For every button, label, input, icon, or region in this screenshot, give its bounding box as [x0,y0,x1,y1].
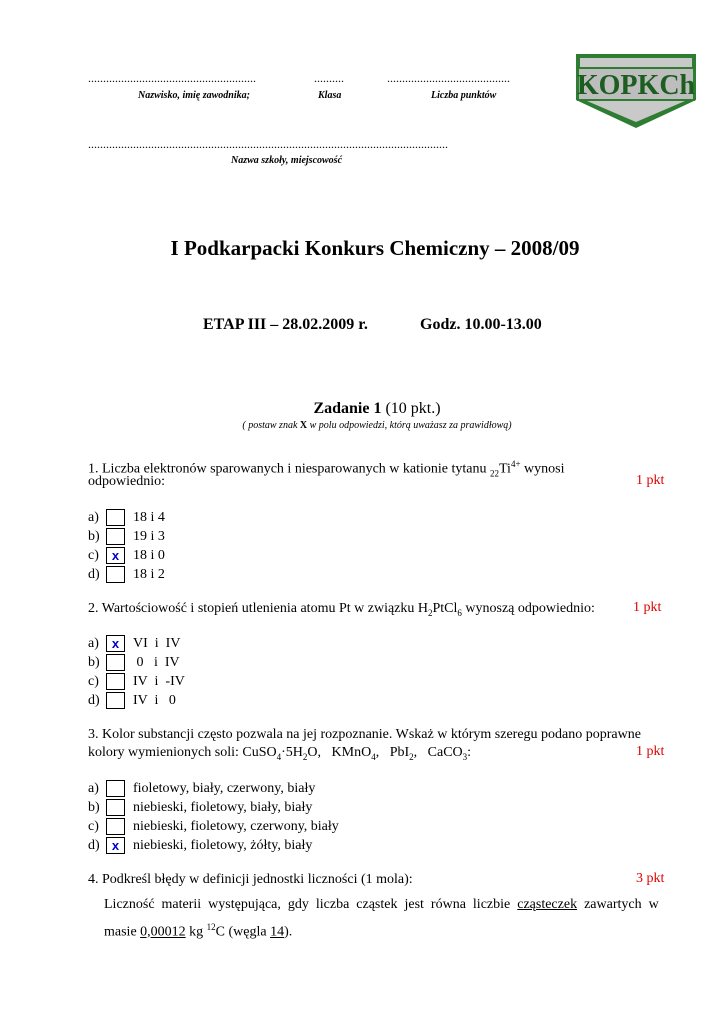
q2-checkbox-b[interactable] [106,654,125,671]
q1-text-cont: odpowiednio: [88,474,165,489]
q3-checkbox-c[interactable] [106,818,125,835]
q2-option-b: b) 0 i IV [88,654,180,670]
q4-definition-line1: Liczność materii występująca, gdy liczba cząstek jest równa liczbie cząsteczek zawartych w [104,897,659,912]
instruction-x: X [299,420,308,431]
class-field-label: Klasa [318,90,342,101]
q1-text: 1. Liczba elektronów sparowanych i niesparowanych w kationie tytanu $_{22}Ti^{4+}$ wynosi [88,459,565,479]
q2-option-d: d) IV i 0 [88,692,176,708]
q2-text: 2. Wartościowość i stopień utlenienia atomu Pt w związku $H_2PtCl_6$ wynoszą odpowiednio: [88,601,595,618]
q3-option-a: a) fioletowy, biały, czerwony, biały [88,780,316,796]
q1-option-d: d) 18 i 2 [88,566,165,582]
q2-checkbox-d[interactable] [106,692,125,709]
q3-option-b: b) niebieski, fioletowy, biały, biały [88,799,313,815]
school-field-dots[interactable]: ........................................................................................................................ [88,137,448,151]
q3-option-d: d) x niebieski, fioletowy, żółty, biały [88,837,313,853]
q3-text-cont: kolory wymienionych soli: $CuSO_4\cdot 5H_2O$, KMnO$_4$, PbI$_2$, CaCO$_3$: [88,745,472,762]
exam-hours: Godz. 10.00-13.00 [420,316,542,333]
underlined-word-czasteczek[interactable]: cząsteczek [517,897,578,912]
q2-checkbox-c[interactable] [106,673,125,690]
page-title: I Podkarpacki Konkurs Chemiczny – 2008/09 [170,236,580,260]
task-heading [0,400,724,418]
class-field-dots[interactable]: .......... [314,71,344,85]
q2-option-a: a) x VI i IV [88,635,181,651]
task-title: Zadanie 1 [313,400,382,417]
logo-text: KOPKCh [576,70,696,101]
q1-checkbox-c[interactable]: x [106,547,125,564]
q1-checkbox-a[interactable] [106,509,125,526]
q4-points: 3 pkt [636,871,665,886]
underlined-mass-value[interactable]: 0,00012 [140,924,186,940]
q1-points: 1 pkt [636,473,665,488]
q3-option-c: c) niebieski, fioletowy, czerwony, biały [88,818,339,834]
task-points: (10 pkt.) [385,400,441,417]
q1-checkbox-d[interactable] [106,566,125,583]
task-instruction: ( postaw znak X w polu odpowiedzi, którą uważasz za prawidłową) [242,420,512,431]
points-field-dots[interactable]: ......................................... [387,71,510,85]
kopkch-logo [572,50,700,130]
q2-checkbox-a[interactable]: x [106,635,125,652]
points-field-label: Liczba punktów [431,90,497,101]
q1-option-b: b) 19 i 3 [88,528,165,544]
underlined-isotope-number[interactable]: 14 [270,924,285,940]
stage-date: ETAP III – 28.02.2009 r. [203,316,368,333]
q1-checkbox-b[interactable] [106,528,125,545]
name-field-dots[interactable]: ........................................................ [88,71,256,85]
q2-points: 1 pkt [633,600,662,615]
q3-checkbox-a[interactable] [106,780,125,797]
name-field-label: Nazwisko, imię zawodnika; [138,90,250,101]
q3-checkbox-d[interactable]: x [106,837,125,854]
q3-checkbox-b[interactable] [106,799,125,816]
q4-text: 4. Podkreśl błędy w definicji jednostki liczności (1 mola): [88,872,413,887]
q1-option-a: a) 18 i 4 [88,509,165,525]
q1-option-c: c) x 18 i 0 [88,547,165,563]
q2-option-c: c) IV i -IV [88,673,185,689]
school-field-label: Nazwa szkoły, miejscowość [231,155,343,166]
q3-points: 1 pkt [636,744,665,759]
q4-definition-line2: masie 0,00012 kg $^{12}$C (węgla 14). [104,922,293,940]
q3-text: 3. Kolor substancji często pozwala na jej rozpoznanie. Wskaż w którym szeregu podano poprawne [88,727,641,742]
